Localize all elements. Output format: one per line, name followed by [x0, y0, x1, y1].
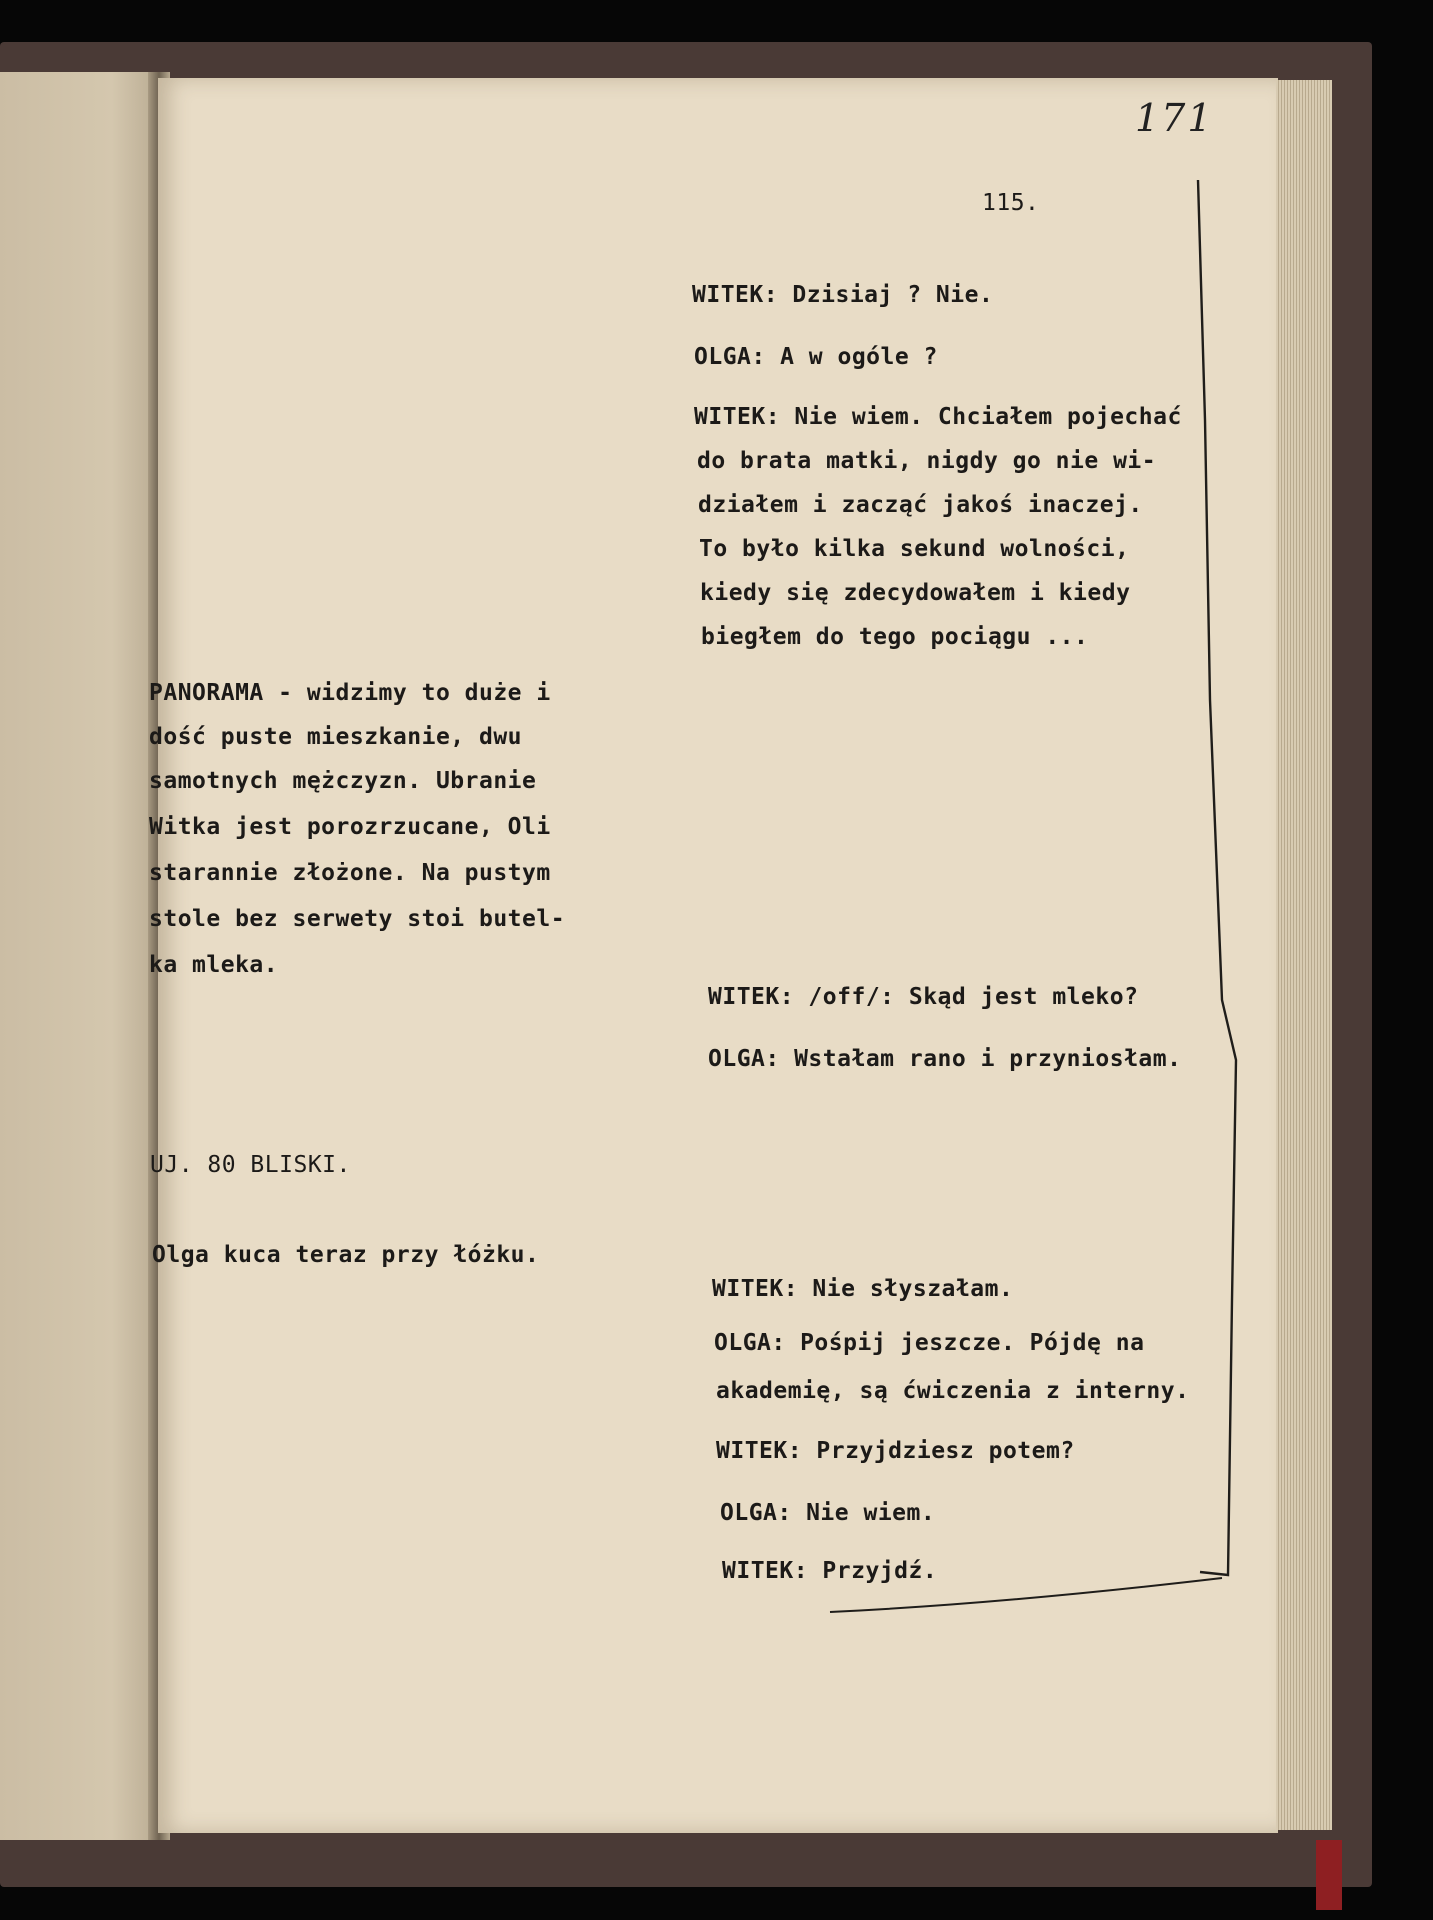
stage-direction-line: ka mleka. [149, 952, 279, 978]
dialogue-line: OLGA: Pośpij jeszcze. Pójdę na [714, 1330, 1145, 1356]
dialogue-line: WITEK: Nie wiem. Chciałem pojechać [694, 404, 1182, 430]
dialogue-line: WITEK: Przyjdź. [722, 1558, 938, 1584]
stage-direction-line: Witka jest porozrzucane, Oli [149, 814, 551, 840]
dialogue-line: biegłem do tego pociągu ... [701, 624, 1089, 650]
dialogue-line: WITEK: /off/: Skąd jest mleko? [708, 984, 1139, 1010]
dialogue-line: WITEK: Przyjdziesz potem? [716, 1438, 1075, 1464]
dialogue-line: WITEK: Dzisiaj ? Nie. [692, 282, 994, 308]
dialogue-line: do brata matki, nigdy go nie wi- [697, 448, 1157, 474]
dialogue-line: OLGA: Wstałam rano i przyniosłam. [708, 1046, 1182, 1072]
page-number: 115. [982, 190, 1040, 216]
dialogue-line: To było kilka sekund wolności, [699, 536, 1130, 562]
dialogue-line: akademię, są ćwiczenia z interny. [716, 1378, 1190, 1404]
stage-direction-line: samotnych mężczyzn. Ubranie [149, 768, 537, 794]
dialogue-line: OLGA: Nie wiem. [720, 1500, 936, 1526]
shot-heading: UJ. 80 BLISKI. [150, 1152, 351, 1178]
stage-direction-olga: Olga kuca teraz przy łóżku. [152, 1242, 540, 1268]
dialogue-line: kiedy się zdecydowałem i kiedy [700, 580, 1131, 606]
stage-direction-line: dość puste mieszkanie, dwu [149, 724, 523, 750]
dialogue-line: działem i zacząć jakoś inaczej. [698, 492, 1143, 518]
stage-direction-line: PANORAMA - widzimy to duże i [149, 680, 551, 706]
handwritten-folio-number: 171 [1135, 96, 1214, 140]
stage-direction-line: stole bez serwety stoi butel- [149, 906, 566, 932]
dialogue-line: WITEK: Nie słyszałam. [712, 1276, 1014, 1302]
stage-direction-line: starannie złożone. Na pustym [149, 860, 551, 886]
dialogue-line: OLGA: A w ogóle ? [694, 344, 938, 370]
